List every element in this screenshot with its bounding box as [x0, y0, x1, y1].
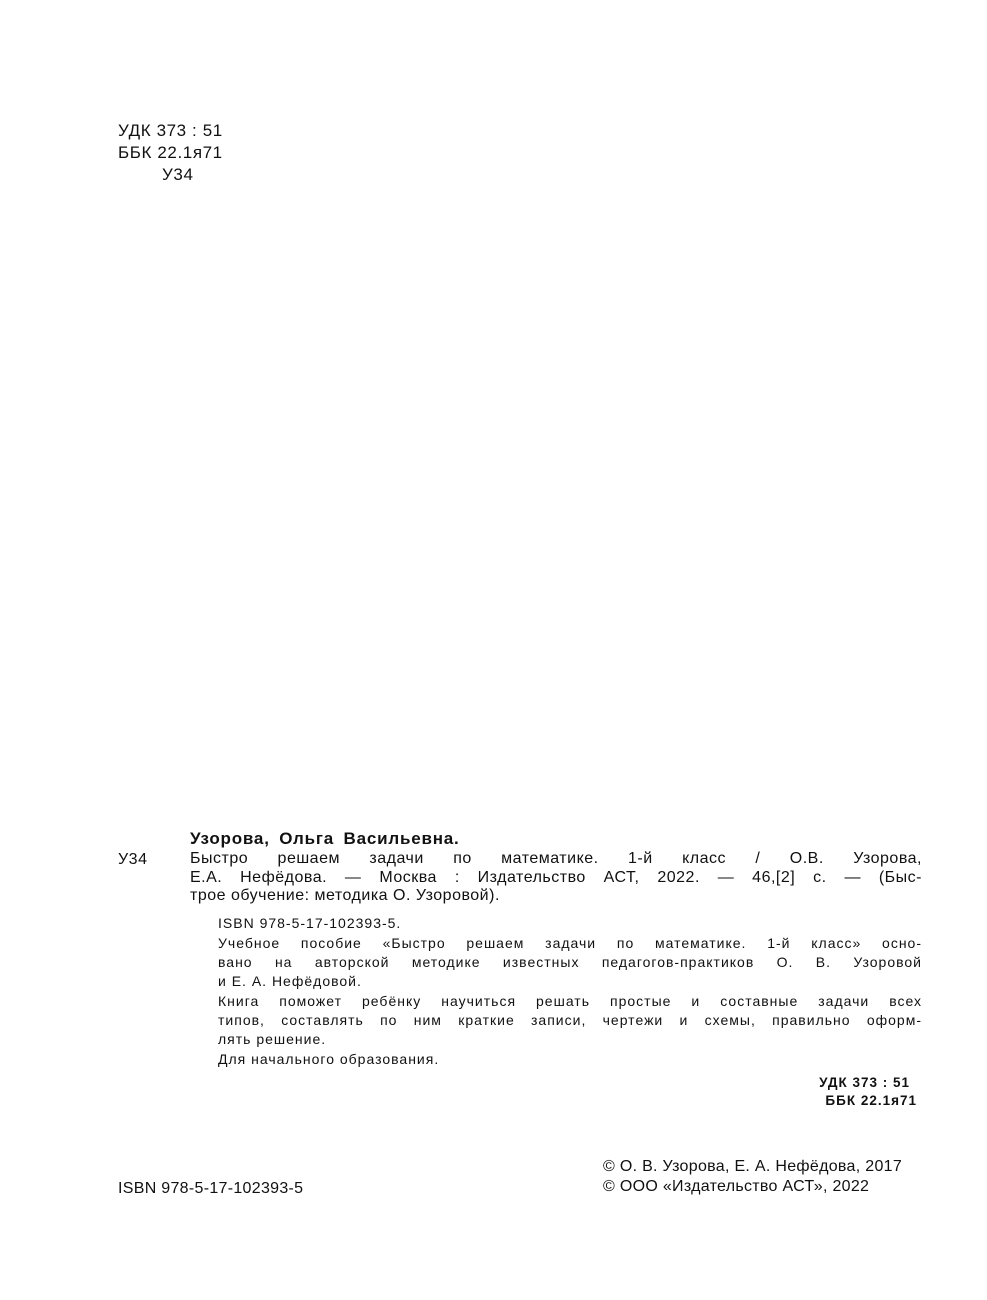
annotation-paragraph-1: [218, 934, 922, 991]
annotation-line: и Е. А. Нефёдовой.: [218, 973, 362, 989]
card-author-mark: У34: [118, 851, 148, 868]
title-description: [190, 850, 922, 906]
title-line: Быстро решаем задачи по математике. 1-й класс / О.В. Узорова,: [190, 850, 922, 867]
top-bbk-code: ББК 22.1я71: [118, 143, 223, 162]
title-line: трое обучение: методика О. Узоровой).: [190, 887, 500, 904]
annotation-line: лять решение.: [218, 1031, 327, 1047]
annotation-line: вано на авторской методике известных педагогов-практиков О. В. Узоровой: [218, 954, 922, 970]
annotation-paragraph-2: [218, 992, 922, 1049]
top-udk-code: УДК 373 : 51: [118, 121, 223, 140]
audience-line: [218, 1050, 922, 1069]
copyright-authors: © О. В. Узорова, Е. А. Нефёдова, 2017: [603, 1158, 903, 1175]
annotation-block: [218, 914, 922, 1069]
footer-isbn: ISBN 978-5-17-102393-5: [118, 1180, 304, 1197]
bottom-udk-code: УДК 373 : 51: [819, 1075, 910, 1090]
copyright-publisher: © ООО «Издательство АСТ», 2022: [603, 1178, 870, 1195]
annotation-line: Книга поможет ребёнку научиться решать простые и составные задачи всех: [218, 993, 922, 1009]
audience-text: Для начального образования.: [218, 1051, 440, 1067]
author-name: Узорова, Ольга Васильевна.: [190, 829, 460, 848]
bottom-bbk-code: ББК 22.1я71: [825, 1093, 917, 1108]
isbn-text: ISBN 978-5-17-102393-5.: [218, 915, 402, 931]
annotation-line: типов, составлять по ним краткие записи, чертежи и схемы, правильно оформ-: [218, 1012, 922, 1028]
isbn-line: [218, 914, 922, 933]
top-author-mark: У34: [162, 165, 194, 184]
title-line: Е.А. Нефёдова. — Москва : Издательство АСТ, 2022. — 46,[2] с. — (Быс-: [190, 868, 922, 886]
annotation-line: Учебное пособие «Быстро решаем задачи по математике. 1-й класс» осно-: [218, 935, 922, 951]
